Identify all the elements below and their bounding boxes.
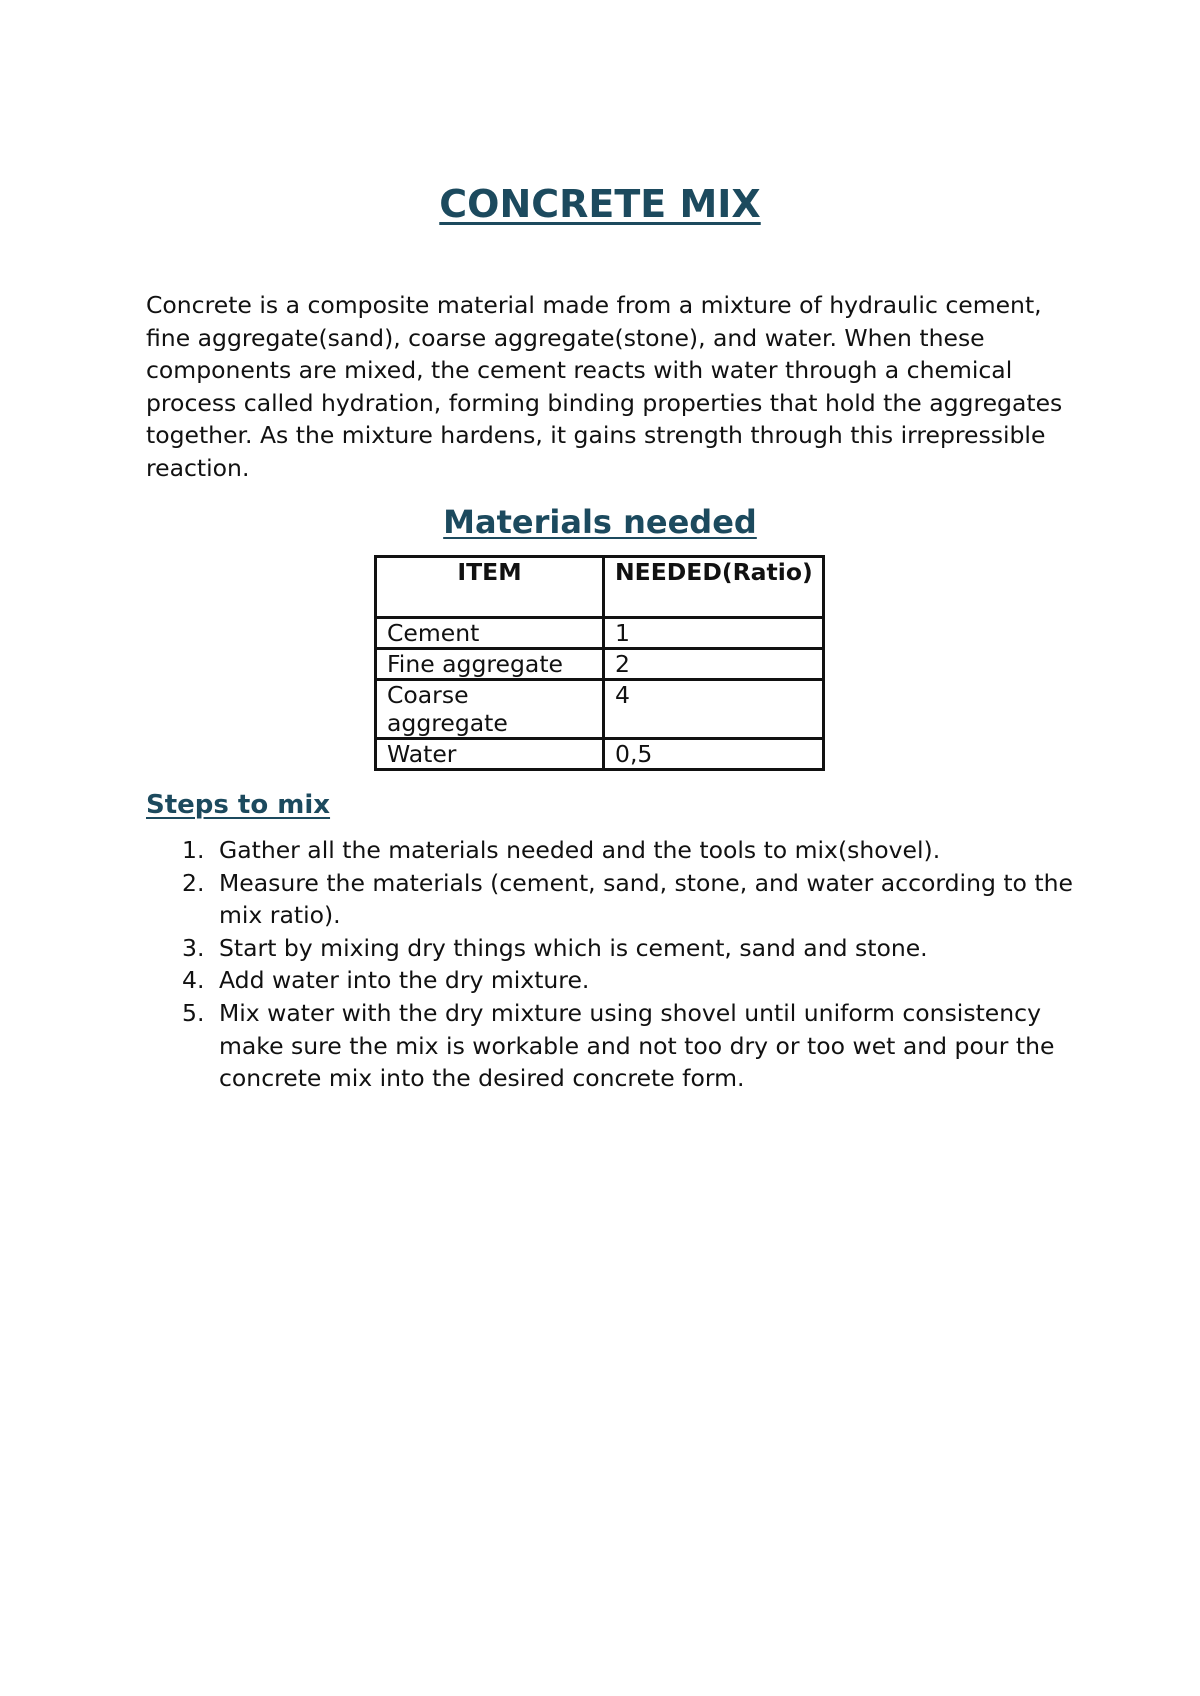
intro-paragraph: Concrete is a composite material made from a mixture of hydraulic cement, fine aggregate(sand), coarse aggregate(stone), and water. When these components are mixed, the cement reacts with water through a chemical process called hydration, forming binding properties that hold the aggregates together. As the mixture hardens, it gains strength through this irrepressible reaction. bbox=[146, 291, 1063, 482]
materials-heading: Materials needed bbox=[443, 503, 757, 541]
step-text: Measure the materials (cement, sand, stone, and water according to the mix ratio). bbox=[219, 868, 1073, 930]
list-item bbox=[146, 867, 1086, 932]
cell-needed: 4 bbox=[604, 680, 824, 739]
table-row bbox=[376, 649, 824, 680]
cell-needed: 1 bbox=[604, 618, 824, 649]
page-title: CONCRETE MIX bbox=[439, 182, 761, 226]
cell-item: Cement bbox=[376, 618, 604, 649]
list-item bbox=[146, 932, 1086, 965]
step-text: Gather all the materials needed and the tools to mix(shovel). bbox=[219, 836, 941, 864]
step-text: Start by mixing dry things which is cement, sand and stone. bbox=[219, 933, 928, 962]
list-item bbox=[146, 834, 1086, 867]
materials-table bbox=[374, 555, 825, 771]
table-row bbox=[376, 618, 824, 649]
table-row bbox=[376, 680, 824, 739]
step-number: 4. bbox=[182, 966, 205, 995]
column-header-needed: NEEDED(Ratio) bbox=[604, 557, 824, 618]
cell-item: Fine aggregate bbox=[376, 649, 604, 680]
step-text: Mix water with the dry mixture using shovel until uniform consistency make sure the mix is workable and not too dry or too wet and pour the concrete mix into the desired concrete form. bbox=[219, 998, 1055, 1093]
step-number: 5. bbox=[182, 998, 205, 1027]
steps-heading: Steps to mix bbox=[146, 790, 331, 820]
step-number: 1. bbox=[182, 836, 205, 864]
step-number: 3. bbox=[182, 933, 205, 962]
list-item bbox=[146, 964, 1086, 997]
list-item bbox=[146, 997, 1086, 1095]
cell-item: Coarse aggregate bbox=[376, 680, 604, 739]
step-text: Add water into the dry mixture. bbox=[219, 966, 590, 995]
cell-needed: 0,5 bbox=[604, 739, 824, 770]
step-number: 2. bbox=[182, 868, 205, 897]
cell-needed: 2 bbox=[604, 649, 824, 680]
cell-item: Water bbox=[376, 739, 604, 770]
table-row bbox=[376, 739, 824, 770]
column-header-item: ITEM bbox=[376, 557, 604, 618]
table-header-row bbox=[376, 557, 824, 618]
steps-list bbox=[146, 834, 1086, 1095]
